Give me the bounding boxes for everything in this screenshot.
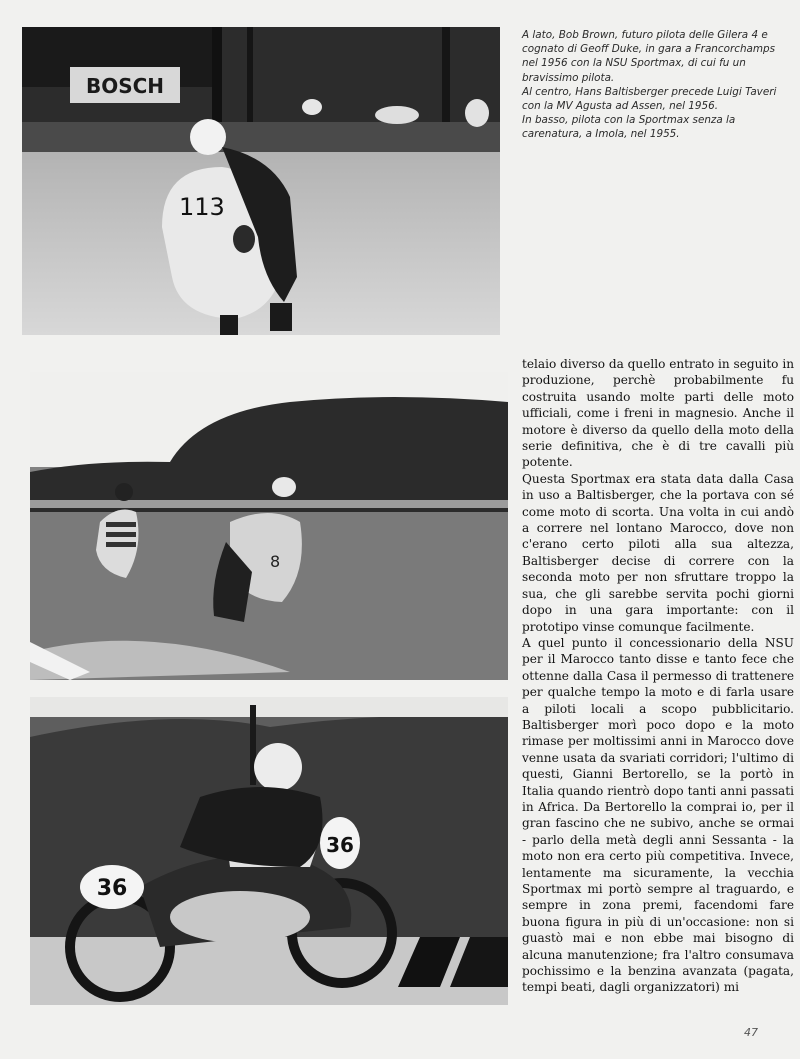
rider-helmet-3 [254, 743, 302, 791]
baltisberger-helmet [272, 477, 296, 497]
race-number-8: 8 [270, 552, 281, 571]
rider-helmet [190, 119, 226, 155]
photo-sportmax-imola [30, 697, 508, 1005]
photo-2-image [30, 372, 508, 680]
photo-caption [522, 28, 787, 142]
body-paragraph-3: A quel punto il concessionario della NSU per il Marocco tanto disse e tanto fece che ottenne dalla Casa il permesso di trattenere per qualche tempo la moto e di farla usare a piloti locali a scopo pubblicitario. Baltisberger morì poco dopo e la moto rimase per moltissimi anni in Marocco dove venne usata da svariati corridori; l'ultimo di questi, Gianni Bertorello, se la portò in Italia quando rientrò dopo tanti anni passati in Africa. Da Bertorello la comprai io, per il gran fascino che ne subivo, anche se ormai - parlo della metà degli anni Sessanta - la moto non era certo più competitiva. Invece, lentamente ma sicuramente, la vecchia Sportmax mi portò sempre al traguardo, e sempre in zona premi, facendomi fare buona figura in più di un'occasione: non si guastò mai e non ebbe mai bisogno di alcuna manutenzione; fra l'altro consumava pochissimo e la benzina avanzata (pagata, tempi beati, dagli organizzatori) mi [522, 635, 794, 995]
race-number-113: 113 [179, 193, 225, 221]
caption-photo-3: In basso, pilota con la Sportmax senza la carenatura, a Imola, nel 1955. [522, 114, 736, 141]
photo-baltisberger-assen [30, 372, 508, 680]
page-number: 47 [744, 1026, 758, 1039]
race-number-36-side: 36 [326, 833, 354, 857]
photo-bob-brown-francorchamps [22, 27, 500, 335]
race-number-36-front: 36 [96, 876, 128, 901]
photo-3-image [30, 697, 508, 1005]
caption-photo-2: Al centro, Hans Baltisberger precede Luigi Taveri con la MV Agusta ad Assen, nel 1956. [522, 85, 777, 113]
body-paragraph-2: Questa Sportmax era stata data dalla Casa in uso a Baltisberger, che la portava con sé come moto di scorta. Una volta in cui andò a correre nel lontano Marocco, dove non c'erano certo piloti alla sua altezza, Baltisberger decise di correre con la seconda moto per non sfruttare troppo la sua, che gli sarebbe servita pochi giorni dopo in una gara importante: con il prototipo vinse comunque facilmente. [522, 471, 794, 634]
body-paragraph-1: telaio diverso da quello entrato in seguito in produzione, perchè probabilmente fu costruita usando molte parti delle moto ufficiali, come i freni in magnesio. Anche il motore è diverso da quello della moto della serie definitiva, che è di tre cavalli più potente. [522, 357, 794, 470]
bosch-banner-text: BOSCH [85, 74, 165, 98]
photo-1-image [22, 27, 500, 335]
article-body [522, 356, 794, 996]
caption-photo-1: A lato, Bob Brown, futuro pilota delle Gilera 4 e cognato di Geoff Duke, in gara a Francorchamps nel 1956 con la NSU Sportmax, di cui fu un bravissimo pilota. [522, 29, 776, 84]
